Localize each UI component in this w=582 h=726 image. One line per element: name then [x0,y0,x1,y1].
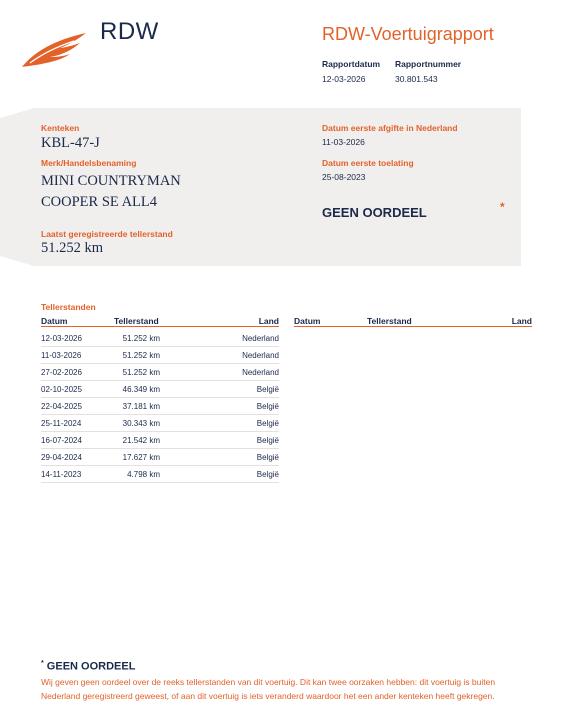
header-odometer: Tellerstand [114,316,159,326]
note-title: GEEN OORDEEL [46,660,136,673]
rdw-logo-icon [20,30,90,70]
report-title: RDW-Voertuigrapport [322,24,494,44]
cell-date: 16-07-2024 [41,436,82,445]
cell-date: 29-04-2024 [41,453,82,462]
table-header-left [41,316,279,327]
cell-country: Nederland [242,368,279,377]
report-date-value: 12-03-2026 [322,74,366,84]
cell-country: Nederland [242,334,279,343]
cell-odometer: 37.181 km [122,402,160,411]
cell-date: 11-03-2026 [41,351,82,360]
report-number-label: Rapportnummer [395,59,462,69]
header-country: Land [258,316,279,326]
make-line1: MINI COUNTRYMAN [41,173,181,189]
table-row [41,347,279,364]
cell-country: België [256,385,279,394]
note-title-block [41,660,135,673]
plate-value: KBL-47-J [41,135,100,151]
header-country: Land [511,316,532,326]
plate-label: Kenteken [41,123,80,133]
first-nl-value: 11-03-2026 [322,137,365,147]
cell-country: België [256,402,279,411]
brand-name: RDW [100,18,159,45]
table-row [41,449,279,466]
panel-corner [0,108,40,266]
header-odometer: Tellerstand [367,316,412,326]
table-row [41,466,279,483]
header-date: Datum [294,316,321,326]
note-marker: * [41,660,44,667]
odometer-table-body [41,330,279,483]
note-text: Wij geven geen oordeel over de reeks tellerstanden van dit voertuig. Dit kan twee oorzaken hebben: dit voertuig is buiten Nederland geregistreerd geweest, of aan dit voertuig is iets veranderd waardoor het een ander kenteken heeft gekregen. [41,677,496,701]
table-row [41,398,279,415]
cell-date: 27-02-2026 [41,368,82,377]
cell-odometer: 21.542 km [122,436,160,445]
table-row [41,432,279,449]
cell-country: België [256,453,279,462]
report-number-block [395,59,461,84]
report-date-label: Rapportdatum [322,59,381,69]
cell-odometer: 51.252 km [122,368,160,377]
first-admission-value: 25-08-2023 [322,172,366,182]
table-row [41,364,279,381]
cell-odometer: 46.349 km [122,385,160,394]
cell-date: 02-10-2025 [41,385,82,394]
table-header-right [294,316,532,327]
table-row [41,330,279,347]
table-row [41,381,279,398]
cell-date: 14-11-2023 [41,470,82,479]
report-number-value: 30.801.543 [395,74,438,84]
cell-odometer: 51.252 km [122,334,160,343]
odometer-label: Laatst geregistreerde tellerstand [41,229,173,239]
cell-odometer: 51.252 km [122,351,160,360]
odometer-table-title: Tellerstanden [41,302,96,312]
cell-odometer: 30.343 km [122,419,160,428]
cell-date: 22-04-2025 [41,402,82,411]
first-admission-label: Datum eerste toelating [322,158,414,168]
cell-date: 25-11-2024 [41,419,82,428]
first-nl-label: Datum eerste afgifte in Nederland [322,123,458,133]
odometer-value: 51.252 km [41,240,104,256]
cell-odometer: 4.798 km [127,470,160,479]
report-date-block [322,59,380,84]
cell-odometer: 17.627 km [122,453,160,462]
cell-date: 12-03-2026 [41,334,82,343]
verdict: GEEN OORDEEL [322,205,427,220]
verdict-marker: * [500,200,505,214]
cell-country: België [256,436,279,445]
cell-country: België [256,470,279,479]
make-line2: COOPER SE ALL4 [41,194,158,210]
make-label: Merk/Handelsbenaming [41,158,137,168]
table-row [41,415,279,432]
header-date: Datum [41,316,68,326]
cell-country: Nederland [242,351,279,360]
cell-country: België [256,419,279,428]
